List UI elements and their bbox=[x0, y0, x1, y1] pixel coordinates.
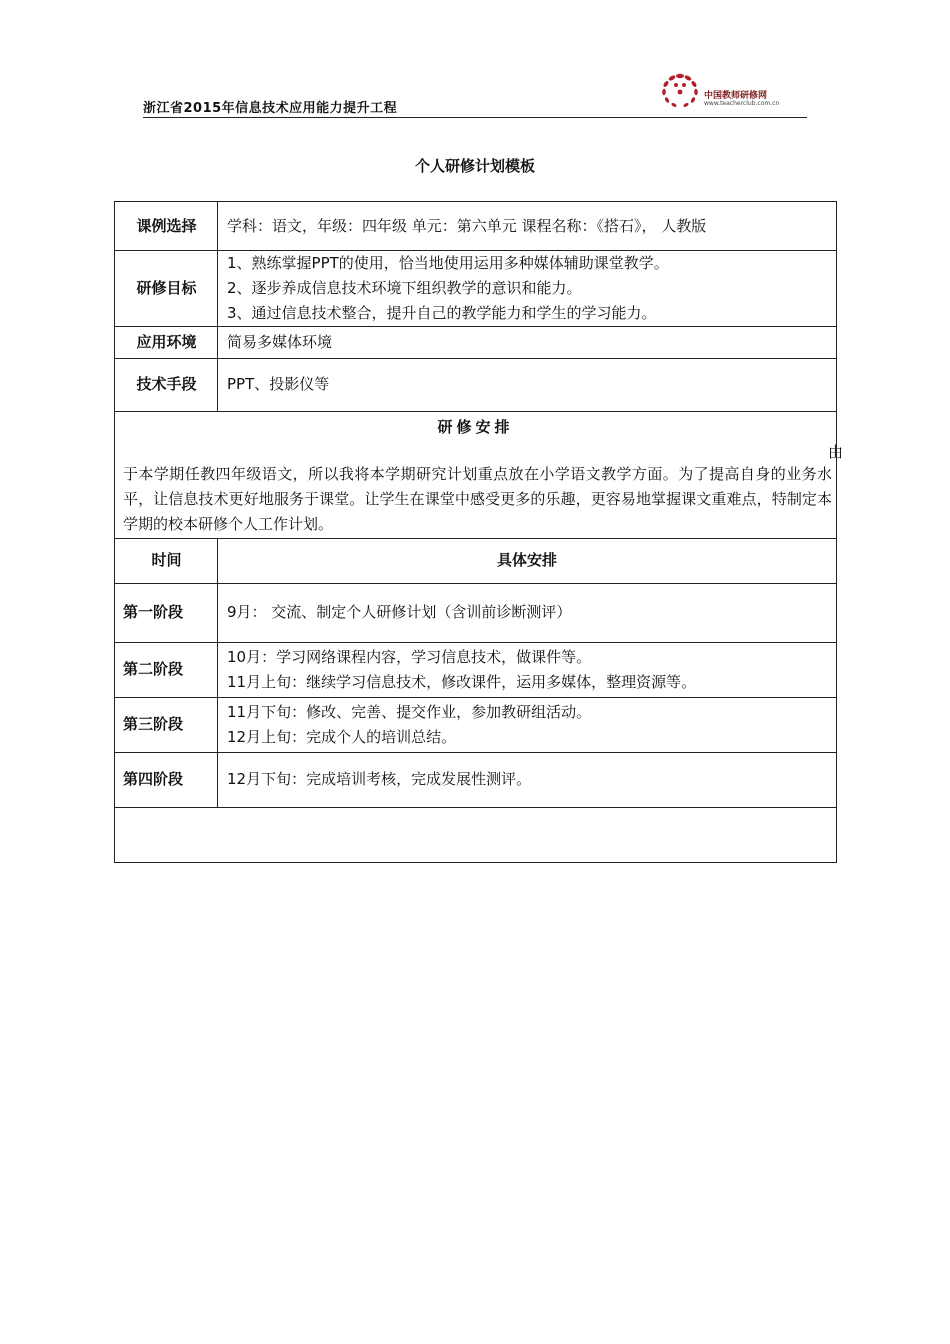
arrangement-intro: 于本学期任教四年级语文，所以我将本学期研究计划重点放在小学语文教学方面。为了提高自身的业务水平，让信息技术更好地服务于课堂。让学生在课堂中感受更多的乐趣，更容易地掌握课文重难点，特制定本学期的校本研修个人工作计划。 bbox=[123, 465, 832, 533]
stage-line: 12月下旬：完成培训考核，完成发展性测评。 bbox=[227, 770, 532, 788]
info-label-tech: 技术手段 bbox=[136, 375, 197, 393]
info-value-goals bbox=[227, 250, 832, 326]
info-line: 学科：语文，年级：四年级 单元：第六单元 课程名称：《搭石》， 人教版 bbox=[227, 216, 707, 235]
stage-label: 第一阶段 bbox=[123, 603, 184, 621]
row-divider bbox=[115, 411, 836, 412]
flower-logo-icon bbox=[656, 68, 704, 112]
info-value-course bbox=[227, 202, 832, 250]
info-line: 1、熟练掌握PPT的使用，恰当地使用运用多种媒体辅助课堂教学。 bbox=[227, 253, 669, 272]
stage-line: 11月下旬：修改、完善、提交作业，参加教研组活动。 bbox=[227, 702, 592, 721]
stage-detail bbox=[227, 697, 832, 752]
empty-row bbox=[115, 807, 836, 862]
stray-char: 由 bbox=[828, 443, 844, 461]
schedule-col-time: 时间 bbox=[151, 551, 182, 569]
info-line: 3、通过信息技术整合，提升自己的教学能力和学生的学习能力。 bbox=[227, 303, 657, 322]
stage-line: 10月：学习网络课程内容，学习信息技术，做课件等。 bbox=[227, 647, 592, 666]
stage-label: 第二阶段 bbox=[123, 660, 184, 678]
info-label-course: 课例选择 bbox=[136, 216, 197, 235]
logo-url: www.teacherclub.com.cn bbox=[704, 100, 780, 107]
info-value-environment bbox=[227, 326, 832, 358]
info-line: PPT、投影仪等 bbox=[227, 375, 330, 393]
stage-detail bbox=[227, 583, 832, 642]
info-line: 2、逐步养成信息技术环境下组织教学的意识和能力。 bbox=[227, 278, 582, 297]
stage-line: 9月： 交流、制定个人研修计划（含训前诊断测评） bbox=[227, 603, 572, 621]
header-rule bbox=[143, 117, 807, 118]
info-value-tech bbox=[227, 358, 832, 411]
teacherclub-logo bbox=[656, 68, 816, 116]
stage-label: 第三阶段 bbox=[123, 715, 184, 733]
logo-name: 中国教师研修网 bbox=[704, 91, 768, 101]
stage-detail bbox=[227, 752, 832, 807]
stage-detail bbox=[227, 642, 832, 697]
plan-table bbox=[114, 201, 837, 863]
info-label-goals: 研修目标 bbox=[136, 278, 197, 297]
stage-line: 12月上旬：完成个人的培训总结。 bbox=[227, 727, 457, 746]
document-title: 个人研修计划模板 bbox=[414, 157, 535, 175]
header-title: 浙江省2015年信息技术应用能力提升工程 bbox=[143, 101, 398, 116]
info-label-environment: 应用环境 bbox=[136, 332, 197, 351]
arrangement-title: 研修安排 bbox=[437, 418, 514, 436]
info-line: 简易多媒体环境 bbox=[227, 332, 333, 351]
schedule-col-detail: 具体安排 bbox=[496, 551, 557, 569]
stage-label: 第四阶段 bbox=[123, 770, 184, 788]
stage-line: 11月上旬：继续学习信息技术，修改课件，运用多媒体，整理资源等。 bbox=[227, 672, 697, 691]
